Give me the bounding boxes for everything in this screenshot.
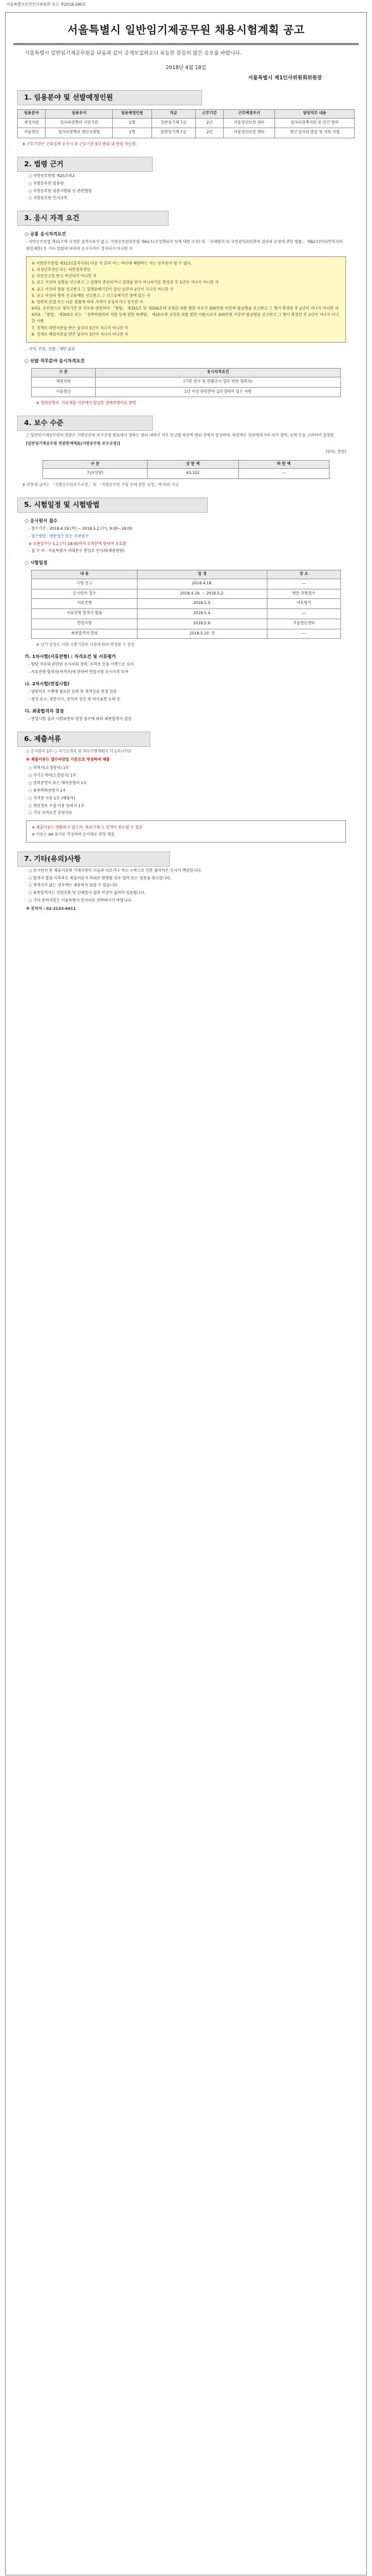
table-cell: 응시원서 접수 (32, 589, 138, 599)
list-item: ○ 지방공무원 인사규칙 (29, 196, 68, 201)
positions-table (17, 109, 355, 138)
list-item: ○ 지방공무원법 제25조의2 (29, 173, 75, 178)
section-4-heading: 4. 보수 수준 (17, 416, 153, 431)
table-cell: 2018.5.9. (138, 619, 267, 629)
table-row (32, 387, 341, 397)
box-line: ※ 지방공무원법 제31조(결격사유) 다음 각 호의 어느 하나에 해당하는 자는 공무원이 될 수 없다. (32, 261, 192, 266)
documents-notice: ※ 제출서류는 접수마감일 기준으로 작성하여 제출 (26, 757, 110, 762)
list-item: - 접수방법 : 방문접수 또는 우편접수 (29, 534, 89, 539)
table-cell: 면접시험 (32, 619, 138, 629)
list-item: - 평정 요소: 전문지식, 공직자 정신 및 의사표현 능력 등 (29, 697, 120, 702)
list-item: ○ 합격자 발표 이후라도 제출서류가 허위로 판명될 경우 합격 또는 임용을 취소합니다. (29, 876, 172, 881)
list-item: ○ 응시원서 및 제출서류의 기재사항이 사실과 다르거나 착오·누락으로 인한 불이익은 응시자 책임입니다. (29, 868, 202, 873)
box-line: ※ 제출서류는 반환하지 않으며, 허위기재 시 합격이 취소될 수 있음 (32, 825, 143, 831)
section-2 (17, 157, 355, 202)
list-item: - 면접시험 결과 시험위원의 평정 점수에 따라 최종합격자 결정 (29, 716, 132, 721)
table-cell: 1명 (113, 128, 151, 138)
table-header: 장 소 (267, 570, 340, 579)
notice-signature: 서울특별시 제1인사위원회위원장 (248, 74, 322, 81)
second-exam-title: 나. 2차시험(면접시험) (25, 681, 70, 687)
section-7 (17, 851, 355, 913)
section-5-heading: 5. 시험일정 및 시험방법 (17, 497, 208, 513)
region-age-gender: - 지역, 연령, 성별 : 제한 없음 (26, 347, 75, 352)
application-title: ○ 응시원서 접수 (25, 518, 58, 523)
term-note: ※ 근무기간은 근무실적 우수시 총 근무기간 5년 범위 내 연장 가능함. (22, 142, 137, 147)
table-cell: 2년 (196, 118, 224, 128)
table-cell: 서류전형 합격자 발표 (32, 609, 138, 619)
contact-info: ※ 문의처 : 02-2133-6411 (26, 907, 76, 912)
table-cell: 방문·우편접수 (267, 589, 340, 599)
box-line: 6의3. 「형법」 제303조 또는 「성폭력범죄의 처벌 등에 관한 특례법」 제10조에 규정된 죄를 범한 사람으로서 300만원 이상의 벌금형을 선고받고 그 형이 확정된 후 2년이 지나지 아니한 사람 (32, 313, 339, 324)
table-cell: 63,322 (148, 469, 238, 479)
list-item: ○ 기타 문의사항은 서울특별시 인사과로 연락하시기 바랍니다. (29, 898, 132, 904)
salary-text: ○ 일반임기제공무원의 연봉은 지방공무원 보수규정 별표에서 정하는 범위 내에서 직무 등급별 하한액 범위 안에서 결정하며, 하한액은 임용예정자의 과거 경력, 능력 등을 고려하여 결정함 (26, 433, 334, 438)
table-row (32, 609, 341, 619)
table-cell: 재정지원 (18, 118, 46, 128)
table-cell: 서울청년 (18, 128, 46, 138)
salary-table (42, 460, 330, 479)
table-cell: 최종합격자 발표 (32, 629, 138, 639)
section-5 (17, 497, 355, 723)
table-header: 임용분야 (18, 110, 46, 119)
section-3 (17, 211, 355, 407)
table-cell: 서류평가 (267, 599, 340, 609)
table-cell: 서울청년보장 센터 (224, 118, 275, 128)
notice-date: 2018년 4월 18일 (165, 64, 207, 70)
final-decision-title: 다. 최종합격자 결정 (25, 708, 64, 714)
table-cell: 일자리정책과 지원기관 (46, 118, 113, 128)
list-item: ○ 자기소개서(소정양식) 1부 (29, 773, 77, 778)
section-2-heading: 2. 법령 근거 (17, 157, 153, 172)
title-divider (13, 43, 359, 45)
section-1-heading: 1. 임용분야 및 선발예정인원 (17, 90, 202, 105)
table-row (32, 629, 341, 639)
table-header: 근무예정부서 (224, 110, 275, 119)
table-cell: 일자리정책과 청년지원팀 (46, 128, 113, 138)
table-cell: 2018.4.18. (138, 579, 267, 589)
requirements-note: ※ 경력증명서: 자료제출 기관에서 발급한 경력증명서로 증명 (36, 401, 136, 406)
list-item: ※ 우편접수는 5.2.(수) 18:00까지 도착분에 한하여 유효함 (29, 541, 127, 546)
table-cell: 2018.5.3. (138, 599, 267, 609)
table-cell: 2018.5.4. (138, 609, 267, 619)
table-cell: 청년 일자리 발굴 및 지원 사업 (275, 128, 355, 138)
notice-number: 서울특별시보건인사위원회 공고 제2018-290호 (6, 3, 86, 7)
section-4 (17, 416, 355, 489)
table-header: 직급 (151, 110, 195, 119)
common-requirements-text: - 지방공무원법 제31조에 규정한 결격사유가 없고, 지방공무원임용령 제65조(부정행위자 등에 대한 조치) 및 「부패방지 및 국민권익위원회의 설치와 운영에 관한 법률」 제82조(비위면직자의 취업제한) 등 기타 법령에 의하여 응시자격이 정지되지 아니한 자 (26, 240, 343, 251)
list-item: ○ 자격증 사본 1부 (해당자) (29, 796, 75, 801)
box-line: 3. 금고 이상의 실형을 선고받고 그 집행이 종료되거나 집행을 받지 아니하기로 확정된 후 5년이 지나지 아니한 자 (32, 280, 219, 286)
table-cell: ― (238, 469, 329, 479)
section-6 (17, 732, 355, 843)
table-cell: 서울청년 (32, 387, 96, 397)
table-row (32, 579, 341, 589)
table-header: 구 분 (43, 460, 148, 469)
table-cell: 서울청년보장 센터 (224, 128, 275, 138)
box-line: 5. 금고 이상의 형의 선고유예를 선고받고 그 선고유예기간 중에 있는 자 (32, 293, 151, 298)
table-cell: 시험 공고 (32, 579, 138, 589)
law-list (29, 173, 343, 202)
table-header: 상 한 액 (148, 460, 238, 469)
table-row (32, 599, 341, 609)
schedule-table (31, 570, 341, 639)
second-exam-list (29, 689, 343, 703)
table-cell: 1년 이상 관련분야 실무경력이 있는 사람 (95, 387, 340, 397)
table-header: 응시자격요건 (95, 369, 340, 378)
table-cell: (기관 연구 및 현황조사 업무 관련 경력자) (95, 378, 340, 388)
final-decision-list (29, 716, 343, 723)
documents-box (26, 820, 346, 842)
table-cell: 1명 (113, 118, 151, 128)
box-line: 4. 금고 이상의 형을 선고받고 그 집행유예기간이 끝난 날부터 2년이 지나지 아니한 자 (32, 287, 174, 292)
table-header: 근무기간 (196, 110, 224, 119)
table-cell: 재정지원 (32, 378, 96, 388)
table-header: 임용부서 (46, 110, 113, 119)
table-header: 담당직무 내용 (275, 110, 355, 119)
list-item: ○ 지방공무원 임용령 (29, 181, 64, 186)
table-cell: 7급(상당) (43, 469, 148, 479)
table-cell: 2년 (196, 128, 224, 138)
list-item: ○ 이력서(소정양식) 1부 (29, 766, 69, 771)
notice-frame (5, 12, 367, 2575)
list-item: ○ 경력증명서 또는 재직증명서 1부 (29, 780, 87, 785)
notes-list (29, 868, 343, 904)
schedule-title: ○ 시험일정 (25, 560, 48, 566)
section-1 (17, 90, 355, 148)
table-row (18, 128, 355, 138)
box-line: 8. 징계로 해임처분을 받은 날부터 3년이 지나지 아니한 자 (32, 332, 129, 337)
section-3-heading: 3. 응시 자격 요건 (17, 211, 169, 226)
table-header: 일 정 (138, 570, 267, 579)
list-item: - 담당 직무와 관련된 응시자의 경력, 자격증 등을 서면으로 심사 (29, 662, 134, 667)
common-requirements-title: ○ 공통 응시자격요건 (25, 232, 67, 237)
salary-unit: (단위: 천원) (326, 450, 346, 455)
table-cell: 2018.5.10. 중 (138, 629, 267, 639)
box-line: 6. 법원의 판결 또는 다른 법률에 따라 자격이 상실되거나 정지된 자 (32, 299, 143, 305)
table-cell: ― (267, 629, 340, 639)
box-line: 2. 파산선고를 받고 복권되지 아니한 자 (32, 274, 97, 279)
salary-table-caption: [일반임기제공무원 연봉한계액표(지방공무원 보수규정)] (26, 442, 120, 447)
intro-text: 서울특별시 일반임기제공무원을 다음과 같이 공개모집하오니 유능한 분들의 많은 응모를 바랍니다. (25, 50, 242, 56)
list-item: ○ 개인정보 수집·이용 동의서 1부 (29, 803, 85, 808)
table-header: 구 분 (32, 369, 96, 378)
list-item: - 담당직무 수행에 필요한 능력 및 적격성을 면접 검증 (29, 689, 117, 694)
table-row (32, 378, 341, 388)
table-cell: ― (267, 609, 340, 619)
list-item: ○ 지방공무원 임용시험령 등 관련법령 (29, 188, 92, 194)
table-row (32, 589, 341, 599)
table-cell: 일자리정책지원 및 민간 협력 (275, 118, 355, 128)
list-item: - 접수기간 : 2018.4.19.(목) ~ 2018.5.2.(수), 9:00~18:00 (29, 526, 132, 531)
section-7-heading: 7. 기타(유의)사항 (17, 851, 170, 867)
box-line: 6의2. 공무원으로 재직기간 중 직무와 관련하여 「형법」 제355조 및 제356조에 규정된 죄를 범한 자로서 300만원 이상의 벌금형을 선고받고 그 형이 확정된 후 2년이 지나지 아니한 자 (32, 306, 339, 312)
requirements-table (31, 368, 341, 397)
salary-note: ※ 연봉제 급여는 「지방공무원보수규정」 및 「지방공무원 수당 등에 관한 규정」에 따라 지급 (22, 482, 179, 487)
list-item: - 접 수 처 : 서울특별시 서대문구 통일로 인사과(채용담당) (29, 549, 125, 554)
first-exam-title: 가. 1차시험(서류전형) : 자격요건 및 서류평가 (25, 654, 116, 659)
table-cell: 일반임기제 7급 (151, 128, 195, 138)
documents-summary: ○ 응시원서 1부 ○ 자기소개서 및 직무수행계획서 각 1부(서식) (26, 749, 131, 754)
table-row (32, 619, 341, 629)
list-item: - 서류전형 합격자(적격자)에 한하여 면접시험 응시자격 부여 (29, 669, 129, 674)
first-exam-list (29, 662, 343, 676)
table-cell: 서울청년센터 (267, 619, 340, 629)
documents-list (29, 765, 343, 817)
table-header: 임용예정인원 (113, 110, 151, 119)
table-cell: 2018.4.19. ~ 2018.5.2. (138, 589, 267, 599)
table-row (18, 118, 355, 128)
table-cell: ― (267, 579, 340, 589)
list-item: ○ 기타 자격요건 증빙서류 (29, 811, 72, 816)
table-header: 하 한 액 (238, 460, 329, 469)
section-6-heading: 6. 제출서류 (17, 732, 150, 747)
list-item: ○ 최종합격자는 신원조회 및 신체검사 결과 이상이 없어야 임용됩니다. (29, 891, 146, 896)
page-title: 서울특별시 일반임기제공무원 채용시험계획 공고 (67, 23, 305, 37)
box-line: 1. 피성년후견인 또는 피한정후견인 (32, 267, 91, 272)
box-line: ※ 서류는 A4 용지로 작성하여 순서대로 편철 제출 (32, 832, 115, 837)
box-line: 7. 징계로 파면처분을 받은 날부터 5년이 지나지 아니한 자 (32, 325, 129, 331)
schedule-note: ※ 상기 일정은 시험 시행기관의 사정에 따라 변경될 수 있음 (36, 643, 135, 648)
application-list (29, 526, 343, 555)
table-cell: 서류전형 (32, 599, 138, 609)
table-cell: 일반임기제 7급 (151, 118, 195, 128)
list-item: ○ 최종학력증명서 1부 (29, 788, 67, 793)
field-requirements-title: ○ 선발 직무분야 응시자격요건 (25, 358, 85, 364)
table-row (43, 469, 330, 479)
disqualification-box (26, 256, 346, 343)
list-item: ○ 적격자가 없는 경우에는 채용하지 않을 수 있습니다. (29, 883, 119, 888)
table-header: 내 용 (32, 570, 138, 579)
